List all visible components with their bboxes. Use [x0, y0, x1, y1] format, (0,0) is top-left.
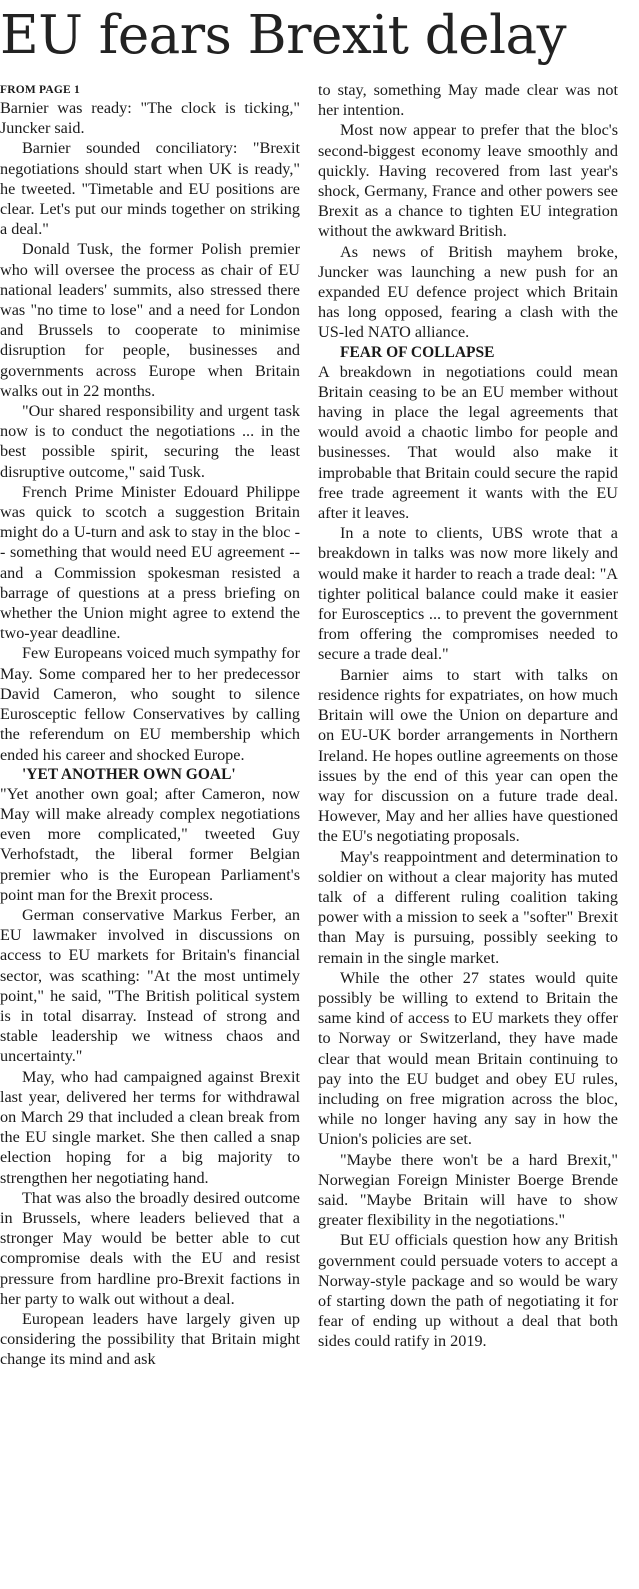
paragraph: Most now appear to prefer that the bloc's second-biggest economy leave smoothly and quickly. Having recovered from last year's shock, Germany, France and other powers see Brexit as a chance to tighten EU integration without the awkward British.: [318, 121, 618, 241]
paragraph: Barnier aims to start with talks on residence rights for expatriates, on how much Britain will owe the Union on departure and on EU-UK border arrangements in Northern Ireland. He hopes outline agreements on those issues by the end of this year can open the way for discussion on a future trade deal. However, May and her allies have questioned the EU's negotiating proposals.: [318, 665, 618, 846]
paragraph: May's reappointment and determination to soldier on without a clear majority has muted talk of a different ruling coalition taking power with a mission to seek a "softer" Brexit than May is pursuing, possibly seeking to remain in the single market.: [318, 847, 618, 967]
paragraph: As news of British mayhem broke, Juncker was launching a new push for an expanded EU defence project which Britain has long opposed, fearing a clash with the US-led NATO alliance.: [318, 242, 618, 342]
paragraph: to stay, something May made clear was not her intention.: [318, 81, 618, 120]
paragraph: Donald Tusk, the former Polish premier who will oversee the process as chair of EU national leaders' summits, also stressed there was "no time to lose" and a need for London and Brussels to cooperate to minimise disruption for people, businesses and governments across Europe when Britain walks out in 22 months.: [0, 240, 300, 400]
paragraph: Barnier sounded conciliatory: "Brexit negotiations should start when UK is ready," he tweeted. "Timetable and EU positions are clear. Let's put our minds together on striking a deal.": [0, 139, 300, 239]
paragraph: German conservative Markus Ferber, an EU lawmaker involved in discussions on access to EU markets for Britain's financial sector, was scathing: "At the most untimely point," he said, "The British political system is in total disarray. Instead of strong and stable leadership we witness chaos and uncertainty.": [0, 905, 300, 1066]
paragraph: European leaders have largely given up considering the possibility that Britain might change its mind and ask: [0, 1309, 300, 1369]
paragraph: Barnier was ready: "The clock is ticking," Juncker said.: [0, 99, 300, 138]
paragraph: But EU officials question how any British government could persuade voters to accept a Norway-style package and so would be wary of starting down the path of negotiating it for fear of ending up without a deal that both sides could ratify in 2019.: [318, 1231, 618, 1351]
paragraph: That was also the broadly desired outcome in Brussels, where leaders believed that a stronger May would be better able to cut compromise deals with the EU and resist pressure from hardline pro-Brexit factions in her party to walk out without a deal.: [0, 1188, 300, 1308]
paragraph: French Prime Minister Edouard Philippe was quick to scotch a suggestion Britain might do a U-turn and ask to stay in the bloc -- something that would need EU agreement -- and a Commission spokesman resisted a barrage of questions at a press briefing on whether the Union might agree to extend the two-year deadline.: [0, 482, 300, 643]
article-column-right: [318, 80, 618, 1352]
article-column-left: [0, 80, 300, 1370]
paragraph: "Maybe there won't be a hard Brexit," Norwegian Foreign Minister Boerge Brende said. "Maybe Britain will have to show greater flexibility in the negotiations.": [318, 1150, 618, 1230]
paragraph: "Yet another own goal; after Cameron, now May will make already complex negotiations even more complicated," tweeted Guy Verhofstadt, the liberal former Belgian premier who is the European Parliament's point man for the Brexit process.: [0, 784, 300, 904]
paragraph: "Our shared responsibility and urgent task now is to conduct the negotiations ... in the best possible spirit, securing the least disruptive outcome," said Tusk.: [0, 402, 300, 481]
headline: EU fears Brexit delay: [0, 5, 567, 66]
paragraph: May, who had campaigned against Brexit last year, delivered her terms for withdrawal on March 29 that included a clean break from the EU single market. She then called a snap election hoping for a big majority to strengthen her negotiating hand.: [0, 1067, 300, 1187]
subhead-fear-of-collapse: FEAR OF COLLAPSE: [340, 343, 495, 361]
paragraph: A breakdown in negotiations could mean Britain ceasing to be an EU member without having in place the legal agreements that would avoid a chaotic limbo for people and businesses. That would also make it improbable that Britain could secure the rapid free trade agreement it wants with the EU after it leaves.: [318, 362, 618, 523]
subhead-yet-another-own-goal: 'YET ANOTHER OWN GOAL': [22, 765, 236, 783]
paragraph: In a note to clients, UBS wrote that a breakdown in talks was now more likely and would make it harder to reach a trade deal: "A tighter political balance could make it easier for Eurosceptics ... to prevent the government from offering the compromises needed to secure a trade deal.": [318, 524, 618, 664]
kicker-from-page: FROM PAGE 1: [0, 84, 80, 96]
paragraph: Few Europeans voiced much sympathy for May. Some compared her to her predecessor David Cameron, who sought to silence Eurosceptic fellow Conservatives by calling the referendum on EU membership which ended his career and shocked Europe.: [0, 644, 300, 764]
paragraph: While the other 27 states would quite possibly be willing to extend to Britain the same kind of access to EU markets they offer to Norway or Switzerland, they have made clear that would mean Britain continuing to pay into the EU budget and obey EU rules, including on free migration across the bloc, while no longer having any say in how the Union's policies are set.: [318, 968, 618, 1149]
